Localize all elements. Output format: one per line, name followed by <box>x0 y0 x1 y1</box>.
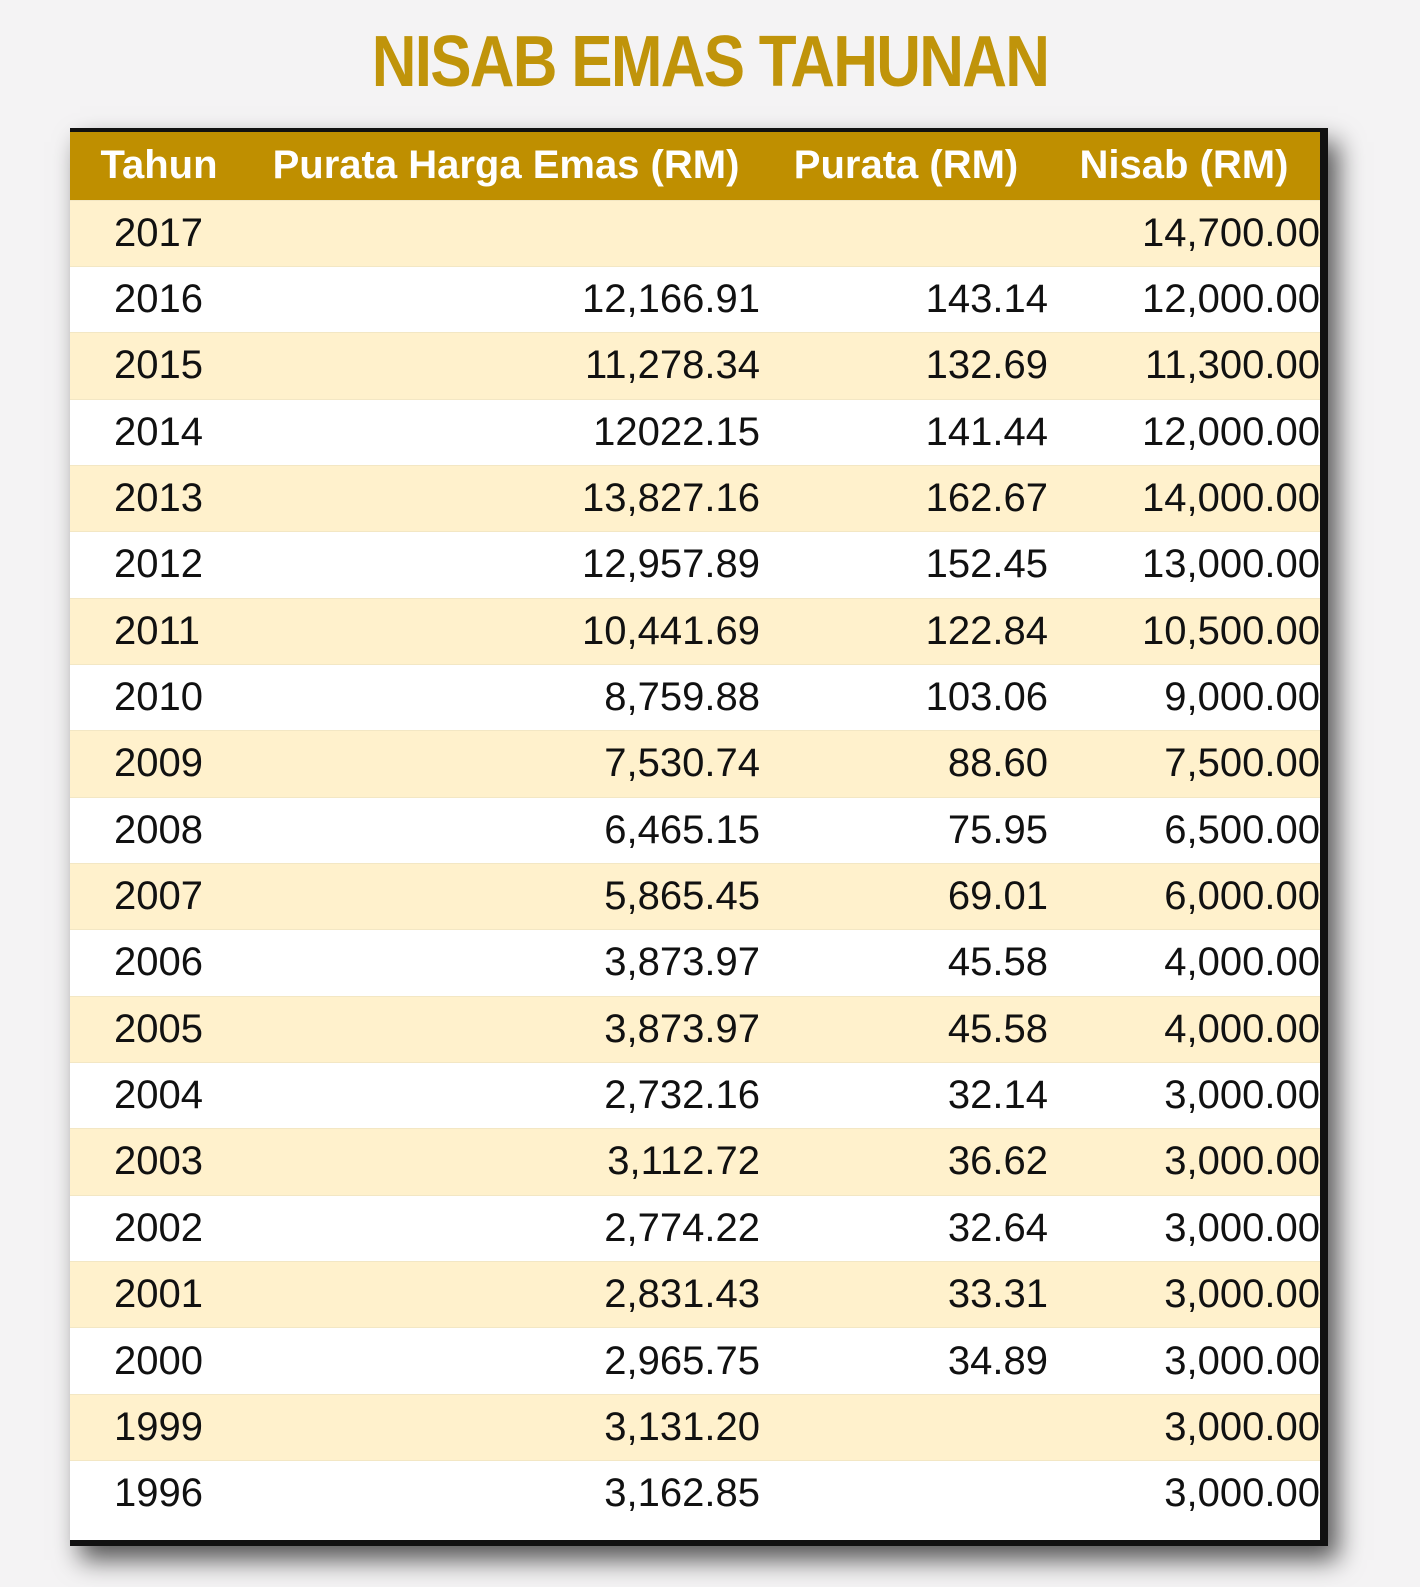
cell-purata: 162.67 <box>764 465 1048 531</box>
cell-purata <box>764 1394 1048 1460</box>
table-row <box>70 1461 1320 1527</box>
cell-purata-harga-emas: 2,774.22 <box>248 1195 764 1261</box>
cell-nisab: 6,500.00 <box>1048 797 1320 863</box>
cell-purata-harga-emas: 12022.15 <box>248 399 764 465</box>
cell-purata-harga-emas: 13,827.16 <box>248 465 764 531</box>
cell-purata: 32.14 <box>764 1062 1048 1128</box>
cell-tahun: 2007 <box>70 863 248 929</box>
table-row <box>70 1394 1320 1460</box>
table-row <box>70 1262 1320 1328</box>
cell-purata-harga-emas: 5,865.45 <box>248 863 764 929</box>
table-row <box>70 200 1320 266</box>
cell-purata-harga-emas: 3,131.20 <box>248 1394 764 1460</box>
cell-nisab: 11,300.00 <box>1048 333 1320 399</box>
cell-purata-harga-emas: 6,465.15 <box>248 797 764 863</box>
cell-tahun: 2009 <box>70 731 248 797</box>
cell-purata: 141.44 <box>764 399 1048 465</box>
cell-purata-harga-emas <box>248 200 764 266</box>
header-nisab: Nisab (RM) <box>1079 143 1289 188</box>
cell-tahun: 2008 <box>70 797 248 863</box>
table-row <box>70 1195 1320 1261</box>
cell-nisab: 14,700.00 <box>1048 200 1320 266</box>
cell-purata-harga-emas: 3,162.85 <box>248 1461 764 1527</box>
cell-purata: 122.84 <box>764 598 1048 664</box>
header-row <box>70 132 1320 200</box>
cell-purata: 152.45 <box>764 532 1048 598</box>
cell-nisab: 14,000.00 <box>1048 465 1320 531</box>
cell-purata-harga-emas: 2,831.43 <box>248 1262 764 1328</box>
cell-purata-harga-emas: 3,873.97 <box>248 930 764 996</box>
table-row <box>70 333 1320 399</box>
cell-nisab: 3,000.00 <box>1048 1461 1320 1527</box>
cell-nisab: 4,000.00 <box>1048 996 1320 1062</box>
header-purata: Purata (RM) <box>793 143 1019 188</box>
table-row <box>70 797 1320 863</box>
table-body <box>70 200 1320 1527</box>
cell-purata: 45.58 <box>764 930 1048 996</box>
cell-purata-harga-emas: 2,732.16 <box>248 1062 764 1128</box>
cell-tahun: 2004 <box>70 1062 248 1128</box>
cell-purata-harga-emas: 11,278.34 <box>248 333 764 399</box>
cell-tahun: 2013 <box>70 465 248 531</box>
cell-nisab: 3,000.00 <box>1048 1394 1320 1460</box>
cell-tahun: 2010 <box>70 664 248 730</box>
cell-purata-harga-emas: 2,965.75 <box>248 1328 764 1394</box>
cell-nisab: 9,000.00 <box>1048 664 1320 730</box>
header-purata-harga-emas: Purata Harga Emas (RM) <box>272 143 740 188</box>
cell-nisab: 3,000.00 <box>1048 1062 1320 1128</box>
cell-nisab: 6,000.00 <box>1048 863 1320 929</box>
cell-tahun: 2014 <box>70 399 248 465</box>
cell-nisab: 13,000.00 <box>1048 532 1320 598</box>
page-title: NISAB EMAS TAHUNAN <box>371 22 1049 102</box>
table-row <box>70 664 1320 730</box>
nisab-table <box>70 132 1320 1527</box>
table-row <box>70 930 1320 996</box>
cell-purata-harga-emas: 12,166.91 <box>248 266 764 332</box>
cell-nisab: 3,000.00 <box>1048 1328 1320 1394</box>
table-row <box>70 399 1320 465</box>
table-row <box>70 996 1320 1062</box>
table-row <box>70 1062 1320 1128</box>
cell-purata-harga-emas: 3,112.72 <box>248 1129 764 1195</box>
table-row <box>70 863 1320 929</box>
cell-purata-harga-emas: 12,957.89 <box>248 532 764 598</box>
cell-tahun: 2003 <box>70 1129 248 1195</box>
table-row <box>70 598 1320 664</box>
cell-purata: 103.06 <box>764 664 1048 730</box>
cell-purata: 75.95 <box>764 797 1048 863</box>
cell-nisab: 3,000.00 <box>1048 1195 1320 1261</box>
cell-nisab: 3,000.00 <box>1048 1262 1320 1328</box>
cell-purata: 36.62 <box>764 1129 1048 1195</box>
nisab-table-panel <box>70 128 1328 1546</box>
cell-purata-harga-emas: 8,759.88 <box>248 664 764 730</box>
cell-purata: 132.69 <box>764 333 1048 399</box>
table-row <box>70 731 1320 797</box>
cell-purata <box>764 1461 1048 1527</box>
cell-tahun: 2006 <box>70 930 248 996</box>
cell-purata: 143.14 <box>764 266 1048 332</box>
cell-nisab: 12,000.00 <box>1048 266 1320 332</box>
cell-purata: 69.01 <box>764 863 1048 929</box>
cell-purata: 34.89 <box>764 1328 1048 1394</box>
cell-purata: 88.60 <box>764 731 1048 797</box>
table-row <box>70 266 1320 332</box>
cell-tahun: 2012 <box>70 532 248 598</box>
table-row <box>70 465 1320 531</box>
cell-nisab: 12,000.00 <box>1048 399 1320 465</box>
cell-nisab: 4,000.00 <box>1048 930 1320 996</box>
cell-tahun: 2001 <box>70 1262 248 1328</box>
table-row <box>70 532 1320 598</box>
cell-tahun: 1999 <box>70 1394 248 1460</box>
cell-purata: 33.31 <box>764 1262 1048 1328</box>
cell-purata <box>764 200 1048 266</box>
cell-purata: 45.58 <box>764 996 1048 1062</box>
cell-purata: 32.64 <box>764 1195 1048 1261</box>
header-tahun: Tahun <box>100 143 218 188</box>
table-row <box>70 1328 1320 1394</box>
cell-tahun: 2000 <box>70 1328 248 1394</box>
cell-purata-harga-emas: 7,530.74 <box>248 731 764 797</box>
cell-tahun: 2015 <box>70 333 248 399</box>
cell-tahun: 1996 <box>70 1461 248 1527</box>
cell-tahun: 2016 <box>70 266 248 332</box>
table-header <box>70 132 1320 200</box>
cell-purata-harga-emas: 10,441.69 <box>248 598 764 664</box>
cell-nisab: 10,500.00 <box>1048 598 1320 664</box>
cell-tahun: 2005 <box>70 996 248 1062</box>
cell-nisab: 3,000.00 <box>1048 1129 1320 1195</box>
cell-tahun: 2011 <box>70 598 248 664</box>
cell-purata-harga-emas: 3,873.97 <box>248 996 764 1062</box>
cell-tahun: 2017 <box>70 200 248 266</box>
cell-tahun: 2002 <box>70 1195 248 1261</box>
table-row <box>70 1129 1320 1195</box>
cell-nisab: 7,500.00 <box>1048 731 1320 797</box>
